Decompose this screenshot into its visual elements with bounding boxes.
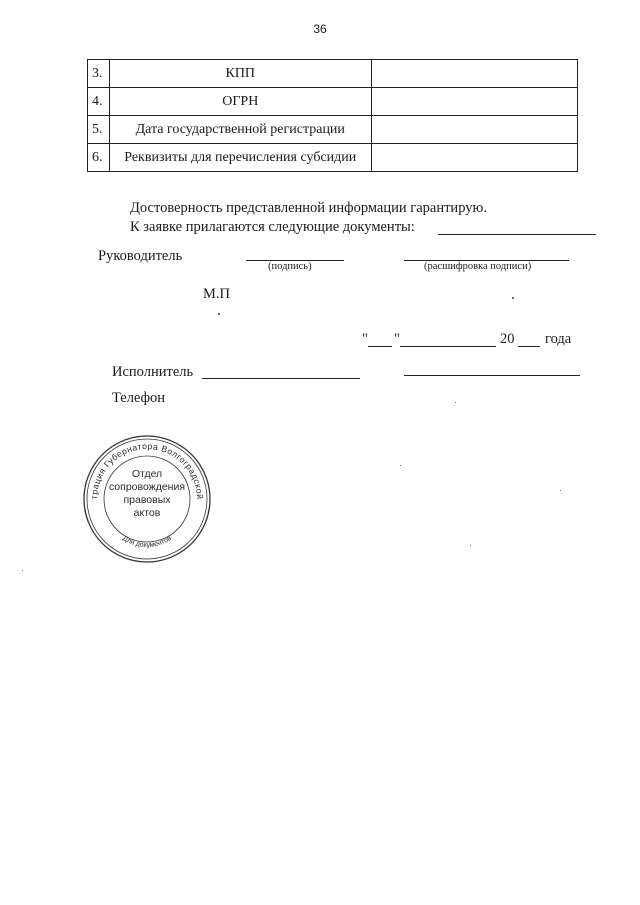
seal-place-label: М.П (203, 286, 230, 302)
row-label: КПП (109, 60, 371, 88)
stamp-center-text (80, 468, 214, 520)
row-number: 4. (88, 88, 110, 116)
row-label: ОГРН (109, 88, 371, 116)
stamp-line: сопровождения (108, 481, 186, 493)
date-year-prefix: 20 (500, 331, 515, 347)
speck (470, 545, 471, 546)
speck (22, 570, 23, 571)
table-row (88, 60, 578, 88)
date-month-line (400, 346, 496, 347)
date-year-line (518, 346, 540, 347)
head-label: Руководитель (98, 248, 183, 264)
row-number: 5. (88, 116, 110, 144)
date-suffix: года (545, 331, 572, 347)
speck (512, 297, 514, 299)
row-number: 3. (88, 60, 110, 88)
row-value (371, 116, 577, 144)
guarantee-text: Достоверность представленной информации гарантирую. (130, 200, 487, 216)
table-row (88, 88, 578, 116)
row-label: Дата государственной регистрации (109, 116, 371, 144)
row-value (371, 88, 577, 116)
executor-name-line (404, 375, 580, 376)
stamp-line: актов (133, 507, 161, 519)
row-label: Реквизиты для перечисления субсидии (109, 144, 371, 172)
signature-caption: (подпись) (268, 261, 312, 272)
stamp-line: правовых (123, 494, 171, 506)
speck (455, 402, 456, 403)
table-row (88, 144, 578, 172)
date-quote-open: " (362, 331, 368, 347)
page-number: 36 (313, 22, 327, 36)
stamp-ring-bottom-text: Для документов (121, 535, 173, 550)
table-row (88, 116, 578, 144)
row-value (371, 60, 577, 88)
phone-label: Телефон (112, 390, 165, 406)
executor-label: Исполнитель (112, 364, 194, 380)
stamp-line: Отдел (131, 468, 163, 480)
attached-docs-line (438, 234, 596, 235)
executor-signature-line (202, 378, 360, 379)
speck (560, 490, 561, 491)
speck (400, 465, 401, 466)
attached-docs-text: К заявке прилагаются следующие документы: (130, 219, 415, 235)
decryption-caption: (расшифровка подписи) (424, 261, 532, 272)
stamp-ring-top-text: трация Губернатора Волгоградской (88, 440, 206, 500)
requisites-table (87, 59, 578, 172)
row-value (371, 144, 577, 172)
date-quote-close: " (394, 331, 400, 347)
row-number: 6. (88, 144, 110, 172)
official-stamp (80, 432, 214, 566)
speck (218, 313, 220, 315)
date-day-line (368, 346, 392, 347)
